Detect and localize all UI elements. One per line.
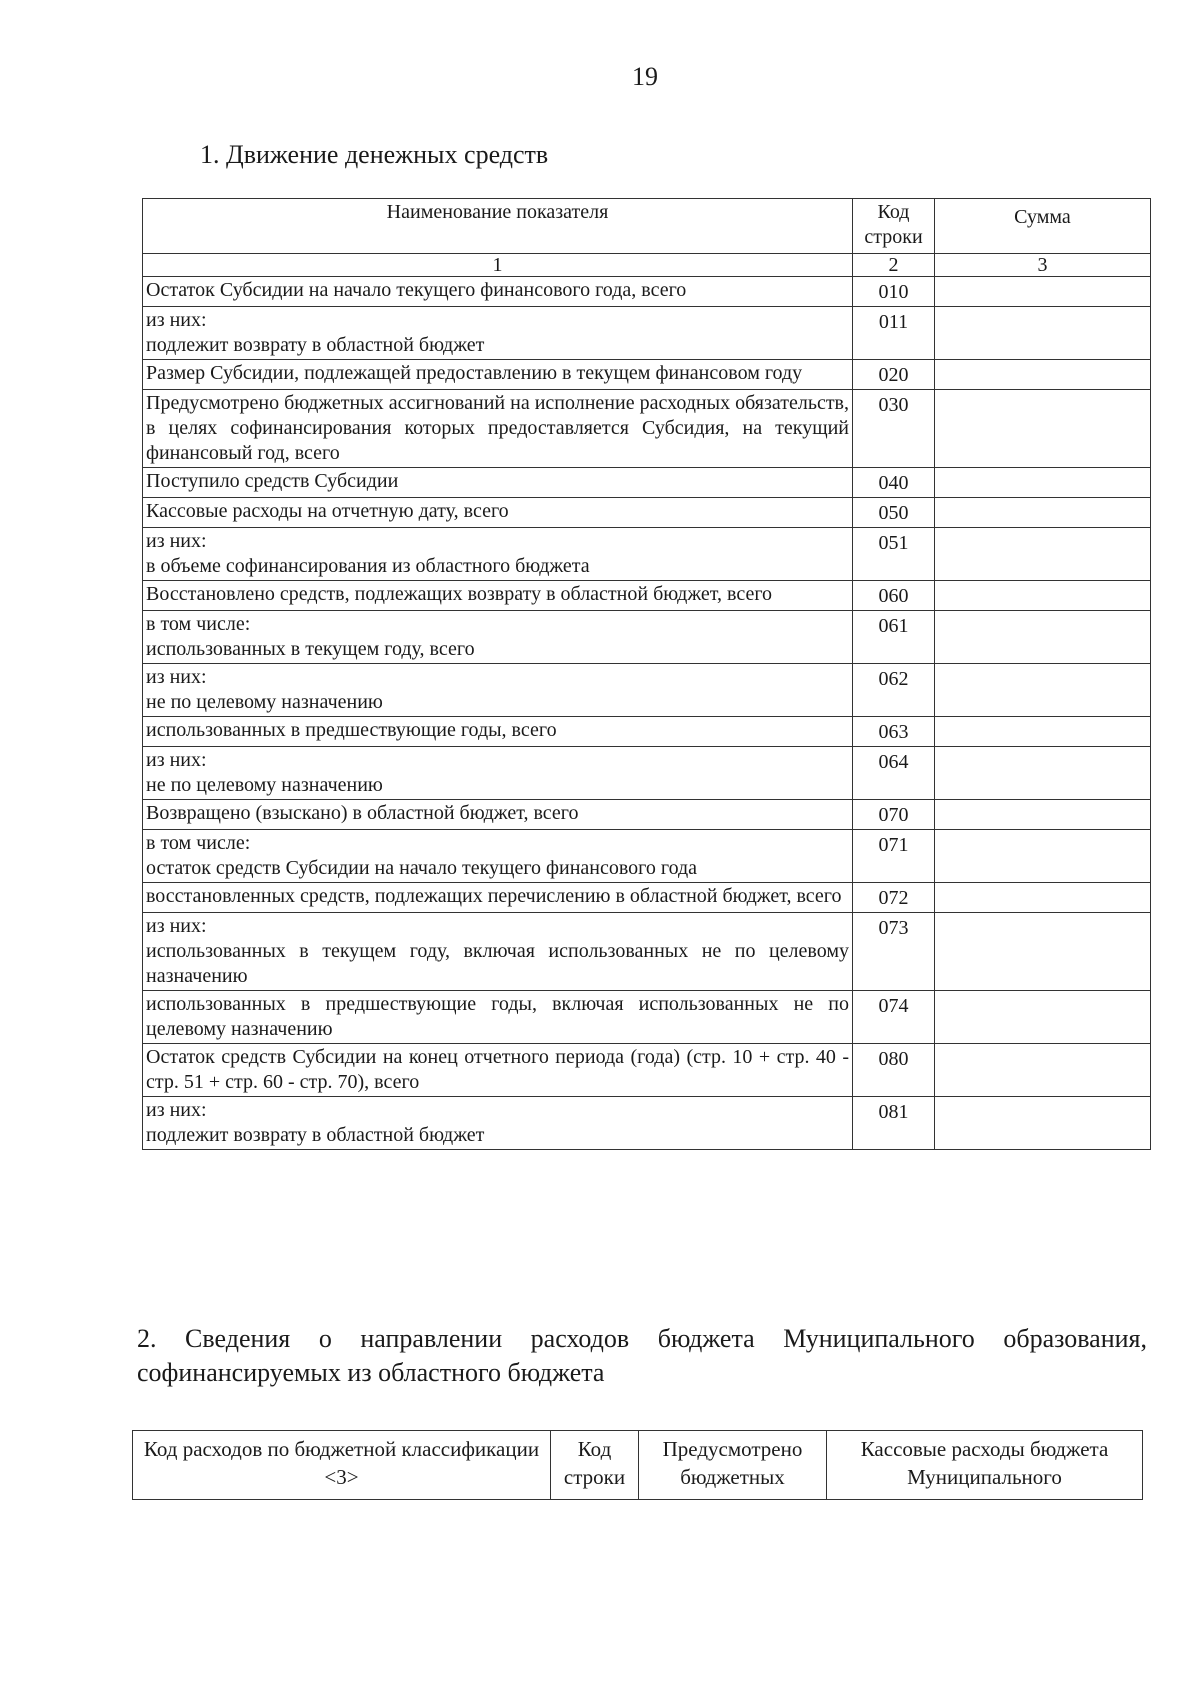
row-code: 074: [853, 991, 935, 1044]
row-sum-cell[interactable]: [935, 307, 1151, 360]
row-sum-cell[interactable]: [935, 717, 1151, 747]
row-indicator-name: из них: не по целевому назначению: [143, 664, 853, 717]
row-sum-cell[interactable]: [935, 277, 1151, 307]
table-row: [143, 307, 1151, 360]
row-indicator-name: Восстановлено средств, подлежащих возврату в областной бюджет, всего: [143, 581, 853, 611]
table-row: [143, 1044, 1151, 1097]
row-sum-cell[interactable]: [935, 1097, 1151, 1150]
table-header-row: [143, 199, 1151, 254]
row-code: 072: [853, 883, 935, 913]
row-sum-cell[interactable]: [935, 800, 1151, 830]
column-number-2: 2: [853, 254, 935, 277]
row-sum-cell[interactable]: [935, 390, 1151, 468]
row-sum-cell[interactable]: [935, 991, 1151, 1044]
row-indicator-name: в том числе: остаток средств Субсидии на начало текущего финансового года: [143, 830, 853, 883]
expenditure-table: [132, 1430, 1143, 1500]
section-1-title: 1. Движение денежных средств: [200, 140, 549, 169]
row-code: 070: [853, 800, 935, 830]
column-number-1: 1: [143, 254, 853, 277]
table-row: [143, 800, 1151, 830]
table-row: [143, 830, 1151, 883]
header-expense-code: Код расходов по бюджетной классификации <3>: [133, 1431, 551, 1500]
row-code: 061: [853, 611, 935, 664]
row-sum-cell[interactable]: [935, 581, 1151, 611]
row-sum-cell[interactable]: [935, 883, 1151, 913]
row-indicator-name: из них: использованных в текущем году, включая использованных не по целевому назначению: [143, 913, 853, 991]
row-code: 081: [853, 1097, 935, 1150]
table-row: [143, 277, 1151, 307]
table-row: [143, 528, 1151, 581]
table-row: [143, 611, 1151, 664]
row-code: 051: [853, 528, 935, 581]
table-row: [143, 498, 1151, 528]
row-indicator-name: Остаток Субсидии на начало текущего финансового года, всего: [143, 277, 853, 307]
row-indicator-name: в том числе: использованных в текущем году, всего: [143, 611, 853, 664]
row-sum-cell[interactable]: [935, 830, 1151, 883]
table-row: [143, 581, 1151, 611]
header-indicator-name: Наименование показателя: [143, 199, 853, 254]
row-indicator-name: из них: подлежит возврату в областной бюджет: [143, 1097, 853, 1150]
cash-flow-table-body: [143, 277, 1151, 1150]
header-row-code: Код строки: [853, 199, 935, 254]
row-indicator-name: Размер Субсидии, подлежащей предоставлению в текущем финансовом году: [143, 360, 853, 390]
table-row: [143, 883, 1151, 913]
row-code: 064: [853, 747, 935, 800]
row-sum-cell[interactable]: [935, 913, 1151, 991]
header-cash-expenses: Кассовые расходы бюджета Муниципального: [827, 1431, 1143, 1500]
row-code: 073: [853, 913, 935, 991]
page-number: 19: [632, 62, 658, 91]
row-code: 010: [853, 277, 935, 307]
column-number-3: 3: [935, 254, 1151, 277]
table-row: [143, 913, 1151, 991]
row-sum-cell[interactable]: [935, 747, 1151, 800]
row-code: 020: [853, 360, 935, 390]
row-indicator-name: использованных в предшествующие годы, всего: [143, 717, 853, 747]
row-sum-cell[interactable]: [935, 468, 1151, 498]
table-row: [143, 717, 1151, 747]
expenditure-table-header-row: [133, 1431, 1143, 1500]
section-2-title: 2. Сведения о направлении расходов бюджета Муниципального образования, софинансируемых из областного бюджета: [137, 1324, 1147, 1387]
cash-flow-table: [142, 198, 1151, 1150]
row-code: 060: [853, 581, 935, 611]
row-indicator-name: Поступило средств Субсидии: [143, 468, 853, 498]
row-indicator-name: Предусмотрено бюджетных ассигнований на исполнение расходных обязательств, в целях софинансирования которых предоставляется Субсидия, на текущий финансовый год, всего: [143, 390, 853, 468]
table-row: [143, 390, 1151, 468]
row-sum-cell[interactable]: [935, 1044, 1151, 1097]
row-code: 063: [853, 717, 935, 747]
row-indicator-name: из них: подлежит возврату в областной бюджет: [143, 307, 853, 360]
row-code: 050: [853, 498, 935, 528]
row-indicator-name: из них: не по целевому назначению: [143, 747, 853, 800]
header-budgeted: Предусмотрено бюджетных: [639, 1431, 827, 1500]
row-indicator-name: из них: в объеме софинансирования из областного бюджета: [143, 528, 853, 581]
table-row: [143, 664, 1151, 717]
row-sum-cell[interactable]: [935, 360, 1151, 390]
row-code: 030: [853, 390, 935, 468]
table-row: [143, 360, 1151, 390]
table-row: [143, 468, 1151, 498]
row-code: 071: [853, 830, 935, 883]
header-row-code: Код строки: [551, 1431, 639, 1500]
row-sum-cell[interactable]: [935, 528, 1151, 581]
table-row: [143, 1097, 1151, 1150]
row-indicator-name: Возвращено (взыскано) в областной бюджет, всего: [143, 800, 853, 830]
row-sum-cell[interactable]: [935, 664, 1151, 717]
row-code: 062: [853, 664, 935, 717]
row-indicator-name: восстановленных средств, подлежащих перечислению в областной бюджет, всего: [143, 883, 853, 913]
header-sum: Сумма: [935, 199, 1151, 254]
column-numbers-row: [143, 254, 1151, 277]
row-code: 080: [853, 1044, 935, 1097]
row-indicator-name: Кассовые расходы на отчетную дату, всего: [143, 498, 853, 528]
row-indicator-name: Остаток средств Субсидии на конец отчетного периода (года) (стр. 10 + стр. 40 - стр. 51 + стр. 60 - стр. 70), всего: [143, 1044, 853, 1097]
table-row: [143, 991, 1151, 1044]
table-row: [143, 747, 1151, 800]
row-code: 011: [853, 307, 935, 360]
row-sum-cell[interactable]: [935, 498, 1151, 528]
row-code: 040: [853, 468, 935, 498]
row-indicator-name: использованных в предшествующие годы, включая использованных не по целевому назначению: [143, 991, 853, 1044]
row-sum-cell[interactable]: [935, 611, 1151, 664]
